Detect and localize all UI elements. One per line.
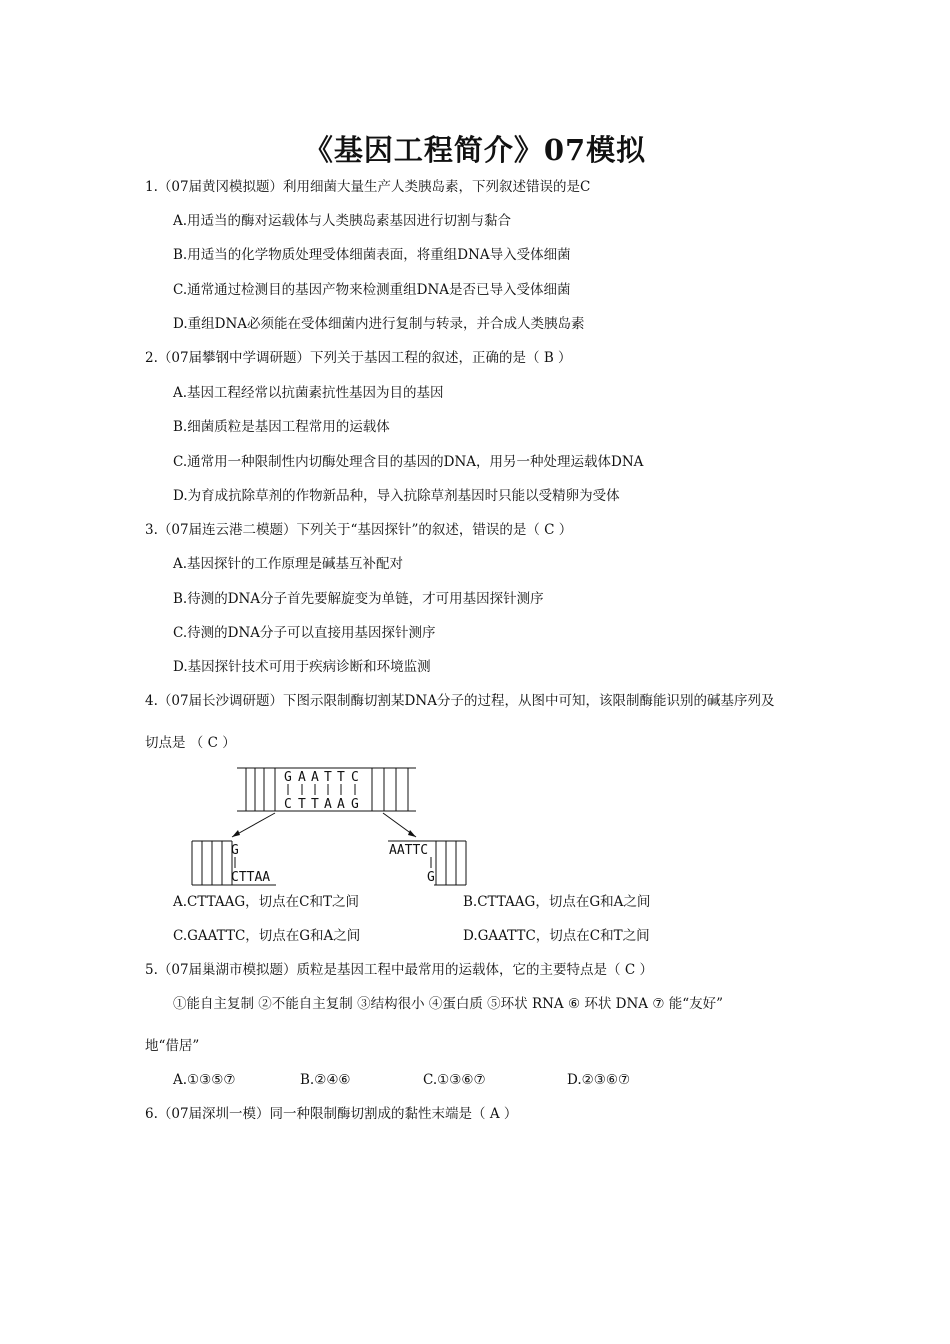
question-2-option-c: C.通常用一种限制性内切酶处理含目的基因的DNA，用另一种处理运载体DNA [173, 454, 644, 470]
question-5-stem: 5.（07届巢湖市模拟题）质粒是基因工程中最常用的运载体，它的主要特点是（ C ） [145, 962, 653, 978]
question-3-option-a: A.基因探针的工作原理是碱基互补配对 [173, 556, 404, 572]
left-fragment-top: G [231, 843, 239, 858]
question-4-option-c: C.GAATTC，切点在G和A之间 [173, 928, 361, 944]
question-2-option-d: D.为育成抗除草剂的作物新品种，导入抗除草剂基因时只能以受精卵为受体 [173, 488, 620, 504]
bottom-strand-base-6: G [351, 797, 359, 812]
question-2-stem: 2.（07届攀钢中学调研题）下列关于基因工程的叙述，正确的是（ B ） [145, 350, 572, 366]
question-6-stem: 6.（07届深圳一模）同一种限制酶切割成的黏性末端是（ A ） [145, 1106, 518, 1122]
question-1-option-b: B.用适当的化学物质处理受体细菌表面，将重组DNA导入受体细菌 [173, 247, 571, 263]
top-strand-base-2: A [298, 770, 306, 785]
question-1-option-a: A.用适当的酶对运载体与人类胰岛素基因进行切割与黏合 [173, 213, 512, 229]
bottom-strand-base-4: A [324, 797, 332, 812]
bottom-strand-base-5: A [337, 797, 345, 812]
bottom-strand-base-2: T [298, 797, 306, 812]
question-3-option-d: D.基因探针技术可用于疾病诊断和环境监测 [173, 659, 431, 675]
question-5-option-d: D.②③⑥⑦ [567, 1072, 631, 1088]
question-5-features: ①能自主复制 ②不能自主复制 ③结构很小 ④蛋白质 ⑤环状 RNA ⑥ 环状 DNA ⑦ 能“友好” [173, 996, 724, 1012]
top-strand-base-1: G [284, 770, 292, 785]
question-1-option-c: C.通常通过检测目的基因产物来检测重组DNA是否已导入受体细菌 [173, 282, 571, 298]
question-4-stem-continued: 切点是 （ C ） [145, 735, 236, 751]
question-3-option-b: B.待测的DNA分子首先要解旋变为单链，才可用基因探针测序 [173, 591, 544, 607]
page-title: 《基因工程简介》07模拟 [303, 133, 647, 167]
question-1-stem: 1.（07届黄冈模拟题）利用细菌大量生产人类胰岛素，下列叙述错误的是C [145, 179, 591, 195]
question-2-option-a: A.基因工程经常以抗菌素抗性基因为目的基因 [173, 385, 444, 401]
bottom-strand-base-1: C [284, 797, 292, 812]
question-3-stem: 3.（07届连云港二模题）下列关于“基因探针”的叙述，错误的是（ C ） [145, 522, 573, 538]
top-strand-base-3: A [311, 770, 319, 785]
top-strand-base-5: T [337, 770, 345, 785]
question-4-stem: 4.（07届长沙调研题）下图示限制酶切割某DNA分子的过程，从图中可知，该限制酶能识别的碱基序列及 [145, 693, 775, 709]
question-2-option-b: B.细菌质粒是基因工程常用的运载体 [173, 419, 390, 435]
left-fragment-bottom: CTTAA [231, 870, 271, 885]
question-5-option-b: B.②④⑥ [300, 1072, 351, 1088]
bottom-strand-base-3: T [311, 797, 319, 812]
question-5-features-continued: 地“借居” [145, 1038, 200, 1054]
question-5-option-c: C.①③⑥⑦ [423, 1072, 486, 1088]
question-1-option-d: D.重组DNA必须能在受体细菌内进行复制与转录，并合成人类胰岛素 [173, 316, 585, 332]
question-3-option-c: C.待测的DNA分子可以直接用基因探针测序 [173, 625, 436, 641]
top-strand-base-6: C [351, 770, 359, 785]
question-4-option-b: B.CTTAAG，切点在G和A之间 [463, 894, 651, 910]
right-fragment-bottom: G [427, 870, 435, 885]
dna-cut-diagram [188, 763, 470, 888]
right-fragment-top: AATTC [389, 843, 429, 858]
top-strand-base-4: T [324, 770, 332, 785]
question-4-option-d: D.GAATTC，切点在C和T之间 [463, 928, 650, 944]
question-5-option-a: A.①③⑤⑦ [173, 1072, 236, 1088]
question-4-option-a: A.CTTAAG，切点在C和T之间 [173, 894, 360, 910]
